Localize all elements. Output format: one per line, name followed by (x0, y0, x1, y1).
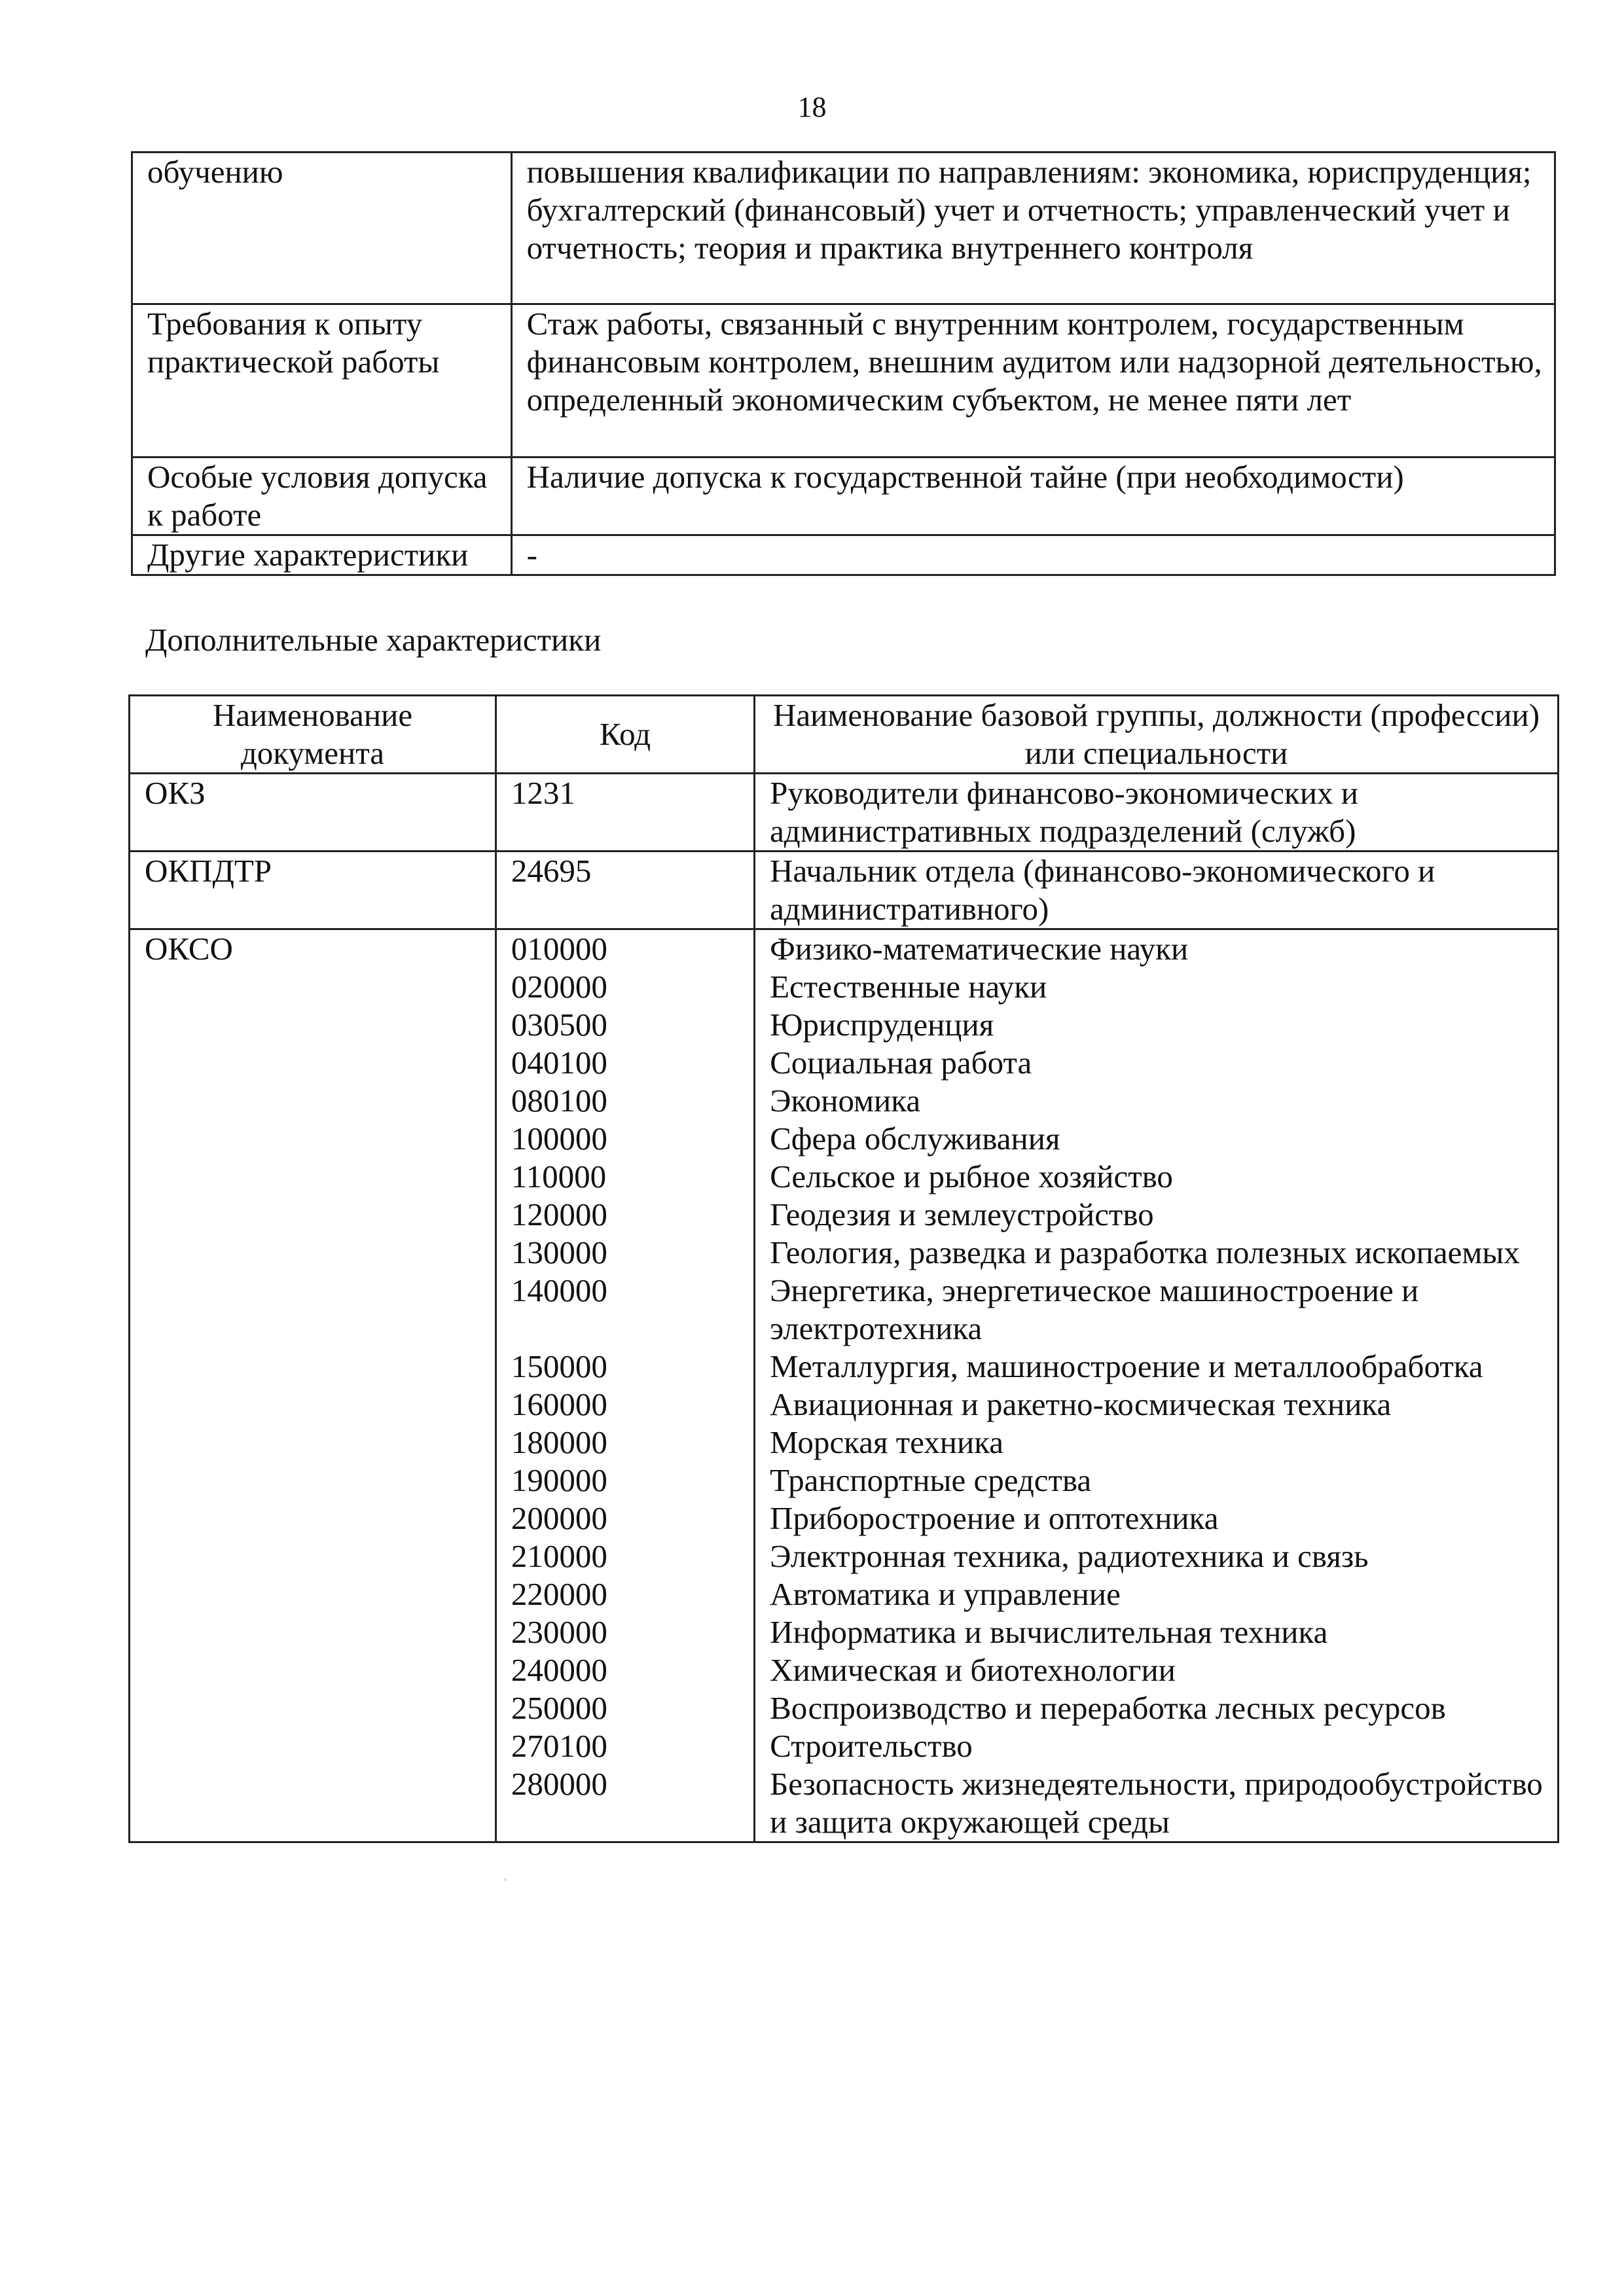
okso-code: 150000 (511, 1348, 607, 1384)
name-list (755, 929, 1559, 1842)
table-row (132, 304, 1555, 457)
document-cell: ОКЗ (130, 774, 496, 852)
table-row (132, 457, 1555, 535)
okso-code: 140000 (511, 1272, 607, 1308)
okso-name: Автоматика и управление (770, 1576, 1121, 1612)
row-key: Требования к опыту практической работы (132, 304, 512, 457)
okso-name: Естественные науки (770, 969, 1047, 1005)
okso-name: Геология, разведка и разработка полезных ископаемых (770, 1234, 1520, 1270)
okso-code: 270100 (511, 1728, 607, 1764)
okso-name: Строительство (770, 1728, 973, 1764)
okso-name: Химическая и биотехнологии (770, 1652, 1176, 1688)
okso-code: 230000 (511, 1614, 607, 1650)
okso-code: 020000 (511, 969, 607, 1005)
okso-name: Социальная работа (770, 1045, 1032, 1081)
okso-code: 120000 (511, 1196, 607, 1232)
name-cell: Руководители финансово-экономических и административных подразделений (служб) (755, 774, 1559, 852)
table-row (132, 152, 1555, 304)
scan-speck (504, 1878, 507, 1881)
okso-name: Приборостроение и оптотехника (770, 1500, 1219, 1536)
okso-code: 180000 (511, 1424, 607, 1460)
section-title: Дополнительные характеристики (145, 622, 602, 658)
document-cell: ОКПДТР (130, 852, 496, 929)
okso-name: Физико-математические науки (770, 931, 1189, 967)
okso-name: Сфера обслуживания (770, 1121, 1060, 1157)
okso-code: 250000 (511, 1690, 607, 1726)
okso-code: 100000 (511, 1121, 607, 1157)
document-cell: ОКСО (130, 929, 496, 1842)
okso-code: 240000 (511, 1652, 607, 1688)
okso-name: Геодезия и землеустройство (770, 1196, 1154, 1232)
row-key: Особые условия допуска к работе (132, 457, 512, 535)
okso-name: Электронная техника, радиотехника и связь (770, 1538, 1369, 1574)
code-cell: 24695 (496, 852, 754, 929)
okso-code: 220000 (511, 1576, 607, 1612)
okso-code: 190000 (511, 1462, 607, 1498)
row-value: - (511, 535, 1555, 575)
okso-name: Сельское и рыбное хозяйство (770, 1158, 1173, 1194)
okso-name: Юриспруденция (770, 1007, 994, 1043)
okso-code: 030500 (511, 1007, 607, 1043)
header-document: Наименование документа (130, 696, 496, 774)
okso-name: Экономика (770, 1083, 921, 1119)
requirements-table (131, 151, 1556, 576)
code-cell: 1231 (496, 774, 754, 852)
okso-name: Авиационная и ракетно-космическая техника (770, 1386, 1392, 1422)
table-row (132, 535, 1555, 575)
okso-name: Морская техника (770, 1424, 1004, 1460)
table-row (130, 852, 1559, 929)
header-code: Код (496, 696, 754, 774)
table-row (130, 774, 1559, 852)
table-row (130, 929, 1559, 1842)
okso-code: 080100 (511, 1083, 607, 1119)
okso-name: Металлургия, машиностроение и металлообработка (770, 1348, 1483, 1384)
okso-code: 280000 (511, 1766, 607, 1802)
okso-name: Энергетика, энергетическое машиностроение и электротехника (770, 1272, 1419, 1346)
table-header-row (130, 696, 1559, 774)
okso-code: 210000 (511, 1538, 607, 1574)
name-cell: Начальник отдела (финансово-экономического и административного) (755, 852, 1559, 929)
okso-name: Безопасность жизнедеятельности, природообустройство и защита окружающей среды (770, 1766, 1543, 1840)
okso-code: 200000 (511, 1500, 607, 1536)
additional-characteristics-table (128, 694, 1559, 1843)
row-value: Наличие допуска к государственной тайне (при необходимости) (511, 457, 1555, 535)
row-value: Стаж работы, связанный с внутренним контролем, государственным финансовым контролем, внешним аудитом или надзорной деятельностью, определенный экономическим субъектом, не менее пяти лет (511, 304, 1555, 457)
code-list (496, 929, 754, 1842)
page-number: 18 (797, 91, 827, 123)
okso-name: Информатика и вычислительная техника (770, 1614, 1328, 1650)
okso-code: 130000 (511, 1234, 607, 1270)
row-key: Другие характеристики (132, 535, 512, 575)
row-value: повышения квалификации по направлениям: экономика, юриспруденция; бухгалтерский (финансовый) учет и отчетность; управленческий учет и отчетность; теория и практика внутреннего контроля (511, 152, 1555, 304)
okso-name: Воспроизводство и переработка лесных ресурсов (770, 1690, 1446, 1726)
okso-code: 160000 (511, 1386, 607, 1422)
okso-name: Транспортные средства (770, 1462, 1092, 1498)
okso-code: 110000 (511, 1158, 607, 1194)
okso-code: 010000 (511, 931, 607, 967)
okso-code: 040100 (511, 1045, 607, 1081)
header-name: Наименование базовой группы, должности (профессии) или специальности (755, 696, 1559, 774)
row-key: обучению (132, 152, 512, 304)
